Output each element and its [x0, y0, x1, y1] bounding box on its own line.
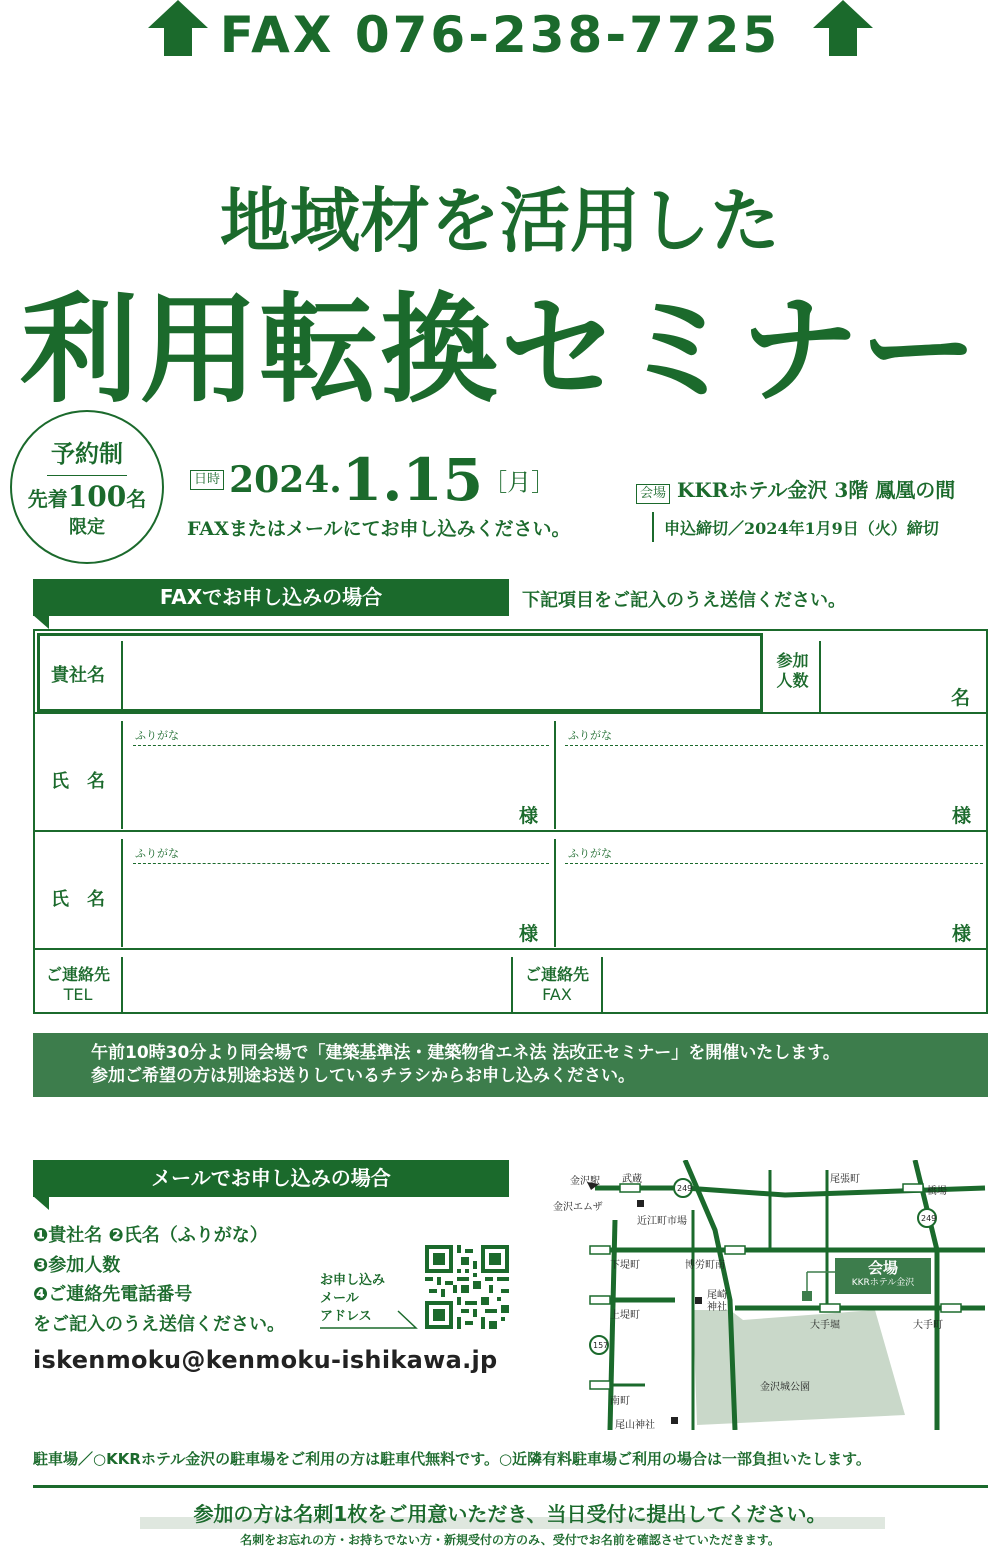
map-label-hakuro: 博労町南 [685, 1260, 725, 1271]
honorific: 様 [952, 923, 972, 945]
badge-line1: 予約制 [51, 439, 123, 468]
attendees-unit: 名 [951, 687, 971, 709]
mail-item-1: ❶貴社名 ❷氏名（ふりがな） [33, 1225, 268, 1246]
venue-tag: 会場 [636, 484, 670, 504]
furigana-label: ふりがな [135, 729, 179, 742]
map-label-shimotsutsumi: 下堤町 [610, 1260, 640, 1271]
name-input-2b[interactable] [561, 867, 981, 945]
page-title: 利用転換セミナー [19, 280, 980, 419]
apply-note: FAXまたはメールにてお申し込みください。 [187, 518, 571, 540]
company-input[interactable] [127, 639, 757, 709]
fax-input[interactable] [607, 961, 982, 1011]
map-label-hashiba: 橋場 [927, 1186, 947, 1197]
title-line1: 地域材を活用した [220, 179, 780, 262]
name-input-1b[interactable] [561, 749, 981, 827]
map-label-mza: 金沢エムザ [553, 1202, 603, 1213]
mail-address-label: お申し込み メール アドレス [320, 1273, 386, 1324]
mail-items [33, 1221, 285, 1339]
mail-item-4: をご記入のうえ送信ください。 [33, 1313, 285, 1335]
company-label: 貴社名 [51, 665, 105, 686]
map-route-249b: 249 [921, 1214, 937, 1223]
attendees-input[interactable] [825, 639, 945, 709]
furigana-label: ふりがな [135, 847, 179, 860]
contact-fax-label: ご連絡先 FAX [524, 965, 589, 1004]
deadline: 申込締切／2024年1月9日（火）締切 [664, 519, 939, 538]
furigana-label: ふりがな [568, 847, 612, 860]
access-map [553, 1160, 990, 1431]
mail-item-2: ❸参加人数 [33, 1254, 121, 1276]
tel-input[interactable] [127, 961, 507, 1011]
honorific: 様 [519, 805, 539, 827]
contact-tel-label: ご連絡先 TEL [45, 965, 110, 1004]
map-label-park: 金沢城公園 [760, 1382, 810, 1393]
map-label-owaricho: 尾張町 [830, 1174, 860, 1185]
name-label-1: 氏 名 [51, 771, 105, 792]
notice-line1: 午前10時30分より同会場で「建築基準法・建築物省エネ法 法改正セミナー」を開催いたします。 [91, 1043, 840, 1063]
fax-number: FAX 076-238-7725 [219, 6, 781, 64]
map-label-musashi: 武蔵 [622, 1174, 642, 1185]
notice-line2: 参加ご希望の方は別途お送りしているチラシからお申し込みください。 [91, 1066, 635, 1086]
event-date: 日時 2024.1.15［月］ [190, 446, 555, 514]
qr-code-icon[interactable] [425, 1245, 509, 1329]
fax-section-heading: FAXでお申し込みの場合 [33, 579, 509, 616]
honorific: 様 [952, 805, 972, 827]
fax-instruction: 下記項目をご記入のうえ送信ください。 [522, 590, 846, 611]
map-label-otebori: 大手堀 [810, 1320, 840, 1331]
map-route-157: 157 [593, 1341, 609, 1350]
map-label-minamicho: 南町 [610, 1396, 630, 1407]
application-form [33, 629, 988, 1014]
honorific: 様 [519, 923, 539, 945]
date-tag: 日時 [190, 470, 224, 490]
reservation-badge [10, 410, 164, 564]
map-venue-label: 会場 KKRホテル金沢 [835, 1258, 931, 1294]
name-input-1a[interactable] [127, 749, 547, 827]
map-label-omicho: 近江町市場 [637, 1216, 687, 1227]
mail-item-3: ❹ご連絡先電話番号 [33, 1284, 193, 1305]
map-label-ozaki: 尾崎 神社 [707, 1290, 727, 1313]
email-address[interactable]: iskenmoku@kenmoku-ishikawa.jp [33, 1346, 498, 1374]
footer-main: 参加の方は名刺1枚をご用意いただき、当日受付に提出してください。 [193, 1502, 827, 1526]
parking-note: 駐車場／○KKRホテル金沢の駐車場をご利用の方は駐車代無料です。○近隣有料駐車場ご利用の場合は一部負担いたします。 [33, 1450, 871, 1468]
mail-section-heading: メールでお申し込みの場合 [33, 1160, 509, 1197]
footer-sub: 名刺をお忘れの方・お持ちでない方・新規受付の方のみ、受付でお名前を確認させていただきます。 [240, 1533, 780, 1547]
attendees-label: 参加 人数 [776, 651, 809, 690]
event-venue: 会場 KKRホテル金沢 3階 鳳凰の間 [636, 474, 955, 504]
notice-box [33, 1033, 988, 1097]
map-label-kamitsutsumi: 上堤町 [610, 1310, 640, 1321]
name-input-2a[interactable] [127, 867, 547, 945]
badge-line3: 限定 [69, 517, 105, 538]
map-label-otemachi: 大手町 [913, 1320, 943, 1331]
furigana-label: ふりがな [568, 729, 612, 742]
map-label-oyama: 尾山神社 [615, 1420, 655, 1431]
name-label-2: 氏 名 [51, 889, 105, 910]
badge-line2: 先着100名 [27, 480, 147, 513]
map-route-249: 249 [677, 1184, 693, 1193]
map-label-station: 金沢駅 [570, 1176, 600, 1187]
